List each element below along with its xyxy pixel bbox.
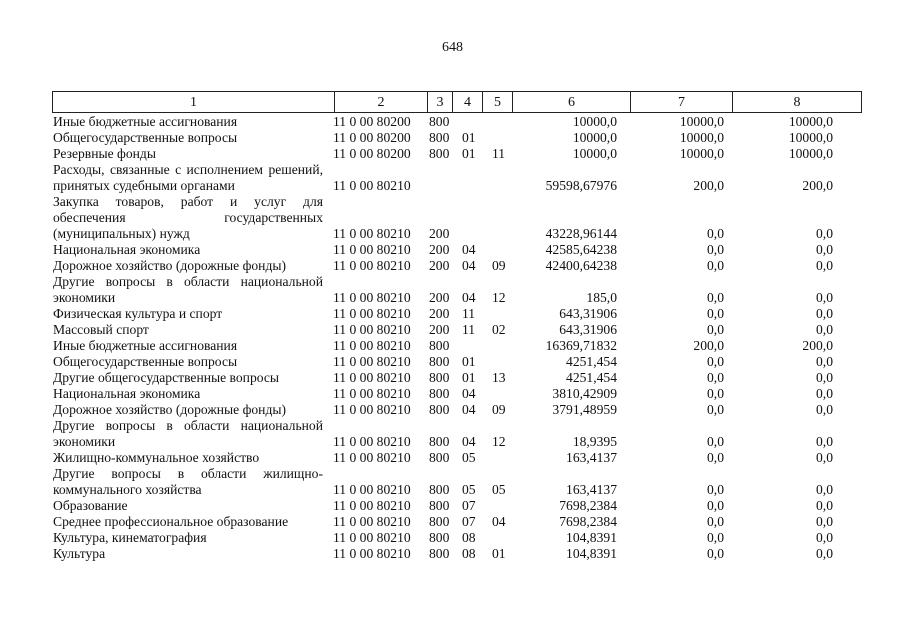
amount-col-6: 163,4137	[566, 450, 617, 465]
header-col-5: 5	[483, 92, 513, 112]
table-row	[0, 242, 905, 258]
target-article-code: 11 0 00 80210	[333, 530, 411, 545]
target-article-code: 11 0 00 80210	[333, 498, 411, 513]
section-code: 05	[462, 482, 476, 497]
table-row	[0, 130, 905, 146]
amount-col-7: 0,0	[707, 306, 724, 321]
section-code: 01	[462, 370, 476, 385]
row-amounts	[0, 370, 905, 386]
expense-type-code: 800	[429, 514, 450, 529]
table-row	[0, 530, 905, 546]
row-name: Дорожное хозяйство (дорожные фонды)	[53, 402, 287, 417]
expense-type-code: 800	[429, 130, 450, 145]
target-article-code: 11 0 00 80210	[333, 258, 411, 273]
target-article-code: 11 0 00 80210	[333, 338, 411, 353]
target-article-code: 11 0 00 80210	[333, 306, 411, 321]
amount-col-6: 16369,71832	[545, 338, 617, 353]
amount-col-8: 0,0	[816, 530, 833, 545]
target-article-code: 11 0 00 80210	[333, 354, 411, 369]
row-amounts	[0, 338, 905, 354]
expense-type-code: 800	[429, 354, 450, 369]
amount-col-7: 0,0	[707, 226, 724, 241]
header-col-1: 1	[53, 92, 335, 112]
row-amounts	[0, 514, 905, 530]
row-name: Другие общегосударственные вопросы	[53, 370, 280, 385]
amount-col-7: 0,0	[707, 242, 724, 257]
subsection-code: 01	[492, 546, 506, 561]
expense-type-code: 200	[429, 290, 450, 305]
header-col-2: 2	[335, 92, 428, 112]
target-article-code: 11 0 00 80210	[333, 386, 411, 401]
expense-type-code: 800	[429, 530, 450, 545]
amount-col-7: 200,0	[693, 338, 724, 353]
section-code: 11	[462, 322, 476, 337]
amount-col-8: 10000,0	[788, 146, 833, 161]
amount-col-8: 10000,0	[788, 130, 833, 145]
row-amounts	[0, 386, 905, 402]
expense-type-code: 800	[429, 370, 450, 385]
section-code: 04	[462, 434, 476, 449]
subsection-code: 04	[492, 514, 506, 529]
amount-col-7: 0,0	[707, 546, 724, 561]
amount-col-8: 10000,0	[788, 114, 833, 129]
row-amounts	[0, 450, 905, 466]
amount-col-7: 0,0	[707, 450, 724, 465]
amount-col-8: 0,0	[816, 258, 833, 273]
target-article-code: 11 0 00 80210	[333, 226, 411, 241]
amount-col-6: 59598,67976	[545, 178, 617, 193]
row-amounts	[0, 546, 905, 562]
amount-col-8: 0,0	[816, 498, 833, 513]
row-name: Национальная экономика	[53, 386, 201, 401]
expense-type-code: 800	[429, 146, 450, 161]
target-article-code: 11 0 00 80210	[333, 322, 411, 337]
target-article-code: 11 0 00 80210	[333, 402, 411, 417]
section-code: 08	[462, 530, 476, 545]
amount-col-6: 43228,96144	[545, 226, 617, 241]
amount-col-6: 7698,2384	[559, 498, 617, 513]
row-amounts	[0, 114, 905, 130]
expense-type-code: 800	[429, 482, 450, 497]
row-name: Жилищно-коммунальное хозяйство	[53, 450, 260, 465]
row-name: Общегосударственные вопросы	[53, 354, 238, 369]
row-amounts	[0, 434, 905, 450]
target-article-code: 11 0 00 80210	[333, 370, 411, 385]
row-amounts	[0, 290, 905, 306]
expense-type-code: 800	[429, 402, 450, 417]
header-col-3: 3	[428, 92, 453, 112]
amount-col-6: 42585,64238	[545, 242, 617, 257]
target-article-code: 11 0 00 80210	[333, 482, 411, 497]
header-col-7: 7	[631, 92, 733, 112]
amount-col-6: 104,8391	[566, 546, 617, 561]
row-amounts	[0, 242, 905, 258]
amount-col-8: 0,0	[816, 370, 833, 385]
row-name: Среднее профессиональное образование	[53, 514, 289, 529]
table-row	[0, 162, 905, 194]
amount-col-8: 0,0	[816, 242, 833, 257]
table-row	[0, 338, 905, 354]
amount-col-7: 0,0	[707, 386, 724, 401]
expense-type-code: 800	[429, 498, 450, 513]
amount-col-8: 0,0	[816, 386, 833, 401]
amount-col-8: 0,0	[816, 402, 833, 417]
expense-type-code: 800	[429, 386, 450, 401]
amount-col-7: 10000,0	[679, 146, 724, 161]
section-code: 01	[462, 354, 476, 369]
expense-type-code: 200	[429, 242, 450, 257]
amount-col-8: 0,0	[816, 482, 833, 497]
table-row	[0, 274, 905, 306]
subsection-code: 05	[492, 482, 506, 497]
target-article-code: 11 0 00 80210	[333, 450, 411, 465]
expense-type-code: 800	[429, 114, 450, 129]
target-article-code: 11 0 00 80200	[333, 130, 411, 145]
amount-col-6: 10000,0	[572, 114, 617, 129]
subsection-code: 13	[492, 370, 506, 385]
section-code: 04	[462, 258, 476, 273]
amount-col-7: 0,0	[707, 322, 724, 337]
target-article-code: 11 0 00 80210	[333, 178, 411, 193]
amount-col-8: 0,0	[816, 450, 833, 465]
header-col-4: 4	[453, 92, 483, 112]
amount-col-7: 0,0	[707, 434, 724, 449]
amount-col-7: 0,0	[707, 514, 724, 529]
target-article-code: 11 0 00 80200	[333, 146, 411, 161]
subsection-code: 09	[492, 402, 506, 417]
table-body	[0, 114, 905, 562]
section-code: 01	[462, 130, 476, 145]
amount-col-7: 0,0	[707, 290, 724, 305]
header-col-6: 6	[513, 92, 631, 112]
expense-type-code: 800	[429, 450, 450, 465]
row-amounts	[0, 258, 905, 274]
amount-col-7: 0,0	[707, 258, 724, 273]
table-row	[0, 370, 905, 386]
amount-col-7: 0,0	[707, 498, 724, 513]
amount-col-8: 0,0	[816, 354, 833, 369]
section-code: 05	[462, 450, 476, 465]
row-amounts	[0, 306, 905, 322]
section-code: 04	[462, 386, 476, 401]
expense-type-code: 800	[429, 338, 450, 353]
section-code: 07	[462, 514, 476, 529]
amount-col-6: 104,8391	[566, 530, 617, 545]
table-row	[0, 322, 905, 338]
section-code: 04	[462, 242, 476, 257]
amount-col-6: 10000,0	[572, 146, 617, 161]
amount-col-7: 10000,0	[679, 130, 724, 145]
row-amounts	[0, 402, 905, 418]
section-code: 08	[462, 546, 476, 561]
subsection-code: 02	[492, 322, 506, 337]
amount-col-7: 10000,0	[679, 114, 724, 129]
amount-col-6: 4251,454	[566, 370, 617, 385]
row-name: Образование	[53, 498, 128, 513]
row-amounts	[0, 354, 905, 370]
row-amounts	[0, 226, 905, 242]
target-article-code: 11 0 00 80210	[333, 546, 411, 561]
table-row	[0, 146, 905, 162]
amount-col-7: 0,0	[707, 482, 724, 497]
target-article-code: 11 0 00 80210	[333, 242, 411, 257]
row-amounts	[0, 322, 905, 338]
row-name: Культура	[53, 546, 106, 561]
amount-col-6: 4251,454	[566, 354, 617, 369]
row-amounts	[0, 482, 905, 498]
target-article-code: 11 0 00 80200	[333, 114, 411, 129]
section-code: 01	[462, 146, 476, 161]
table-row	[0, 354, 905, 370]
amount-col-8: 0,0	[816, 546, 833, 561]
amount-col-8: 0,0	[816, 306, 833, 321]
table-row	[0, 258, 905, 274]
subsection-code: 12	[492, 434, 506, 449]
amount-col-8: 200,0	[802, 178, 833, 193]
table-row	[0, 498, 905, 514]
row-name: Национальная экономика	[53, 242, 201, 257]
amount-col-8: 200,0	[802, 338, 833, 353]
table-row	[0, 418, 905, 450]
amount-col-7: 0,0	[707, 370, 724, 385]
target-article-code: 11 0 00 80210	[333, 514, 411, 529]
row-name: Массовый спорт	[53, 322, 149, 337]
amount-col-6: 185,0	[586, 290, 617, 305]
amount-col-8: 0,0	[816, 514, 833, 529]
page-number: 648	[442, 40, 463, 55]
expense-type-code: 200	[429, 258, 450, 273]
amount-col-7: 0,0	[707, 354, 724, 369]
subsection-code: 09	[492, 258, 506, 273]
amount-col-6: 10000,0	[572, 130, 617, 145]
row-name: Другие вопросы в области жилищно-коммунального хозяйства	[53, 466, 323, 497]
row-name: Общегосударственные вопросы	[53, 130, 238, 145]
row-name: Дорожное хозяйство (дорожные фонды)	[53, 258, 287, 273]
amount-col-8: 0,0	[816, 290, 833, 305]
table-row	[0, 514, 905, 530]
amount-col-7: 0,0	[707, 530, 724, 545]
row-name: Культура, кинематография	[53, 530, 207, 545]
row-amounts	[0, 130, 905, 146]
expense-type-code: 200	[429, 226, 450, 241]
amount-col-6: 643,31906	[559, 322, 617, 337]
amount-col-6: 643,31906	[559, 306, 617, 321]
row-amounts	[0, 498, 905, 514]
table-row	[0, 306, 905, 322]
row-name: Другие вопросы в области национальной экономики	[53, 274, 323, 305]
table-row	[0, 546, 905, 562]
amount-col-6: 3810,42909	[552, 386, 617, 401]
expense-type-code: 800	[429, 434, 450, 449]
row-name: Иные бюджетные ассигнования	[53, 114, 238, 129]
amount-col-6: 163,4137	[566, 482, 617, 497]
table-header	[52, 91, 862, 113]
row-amounts	[0, 178, 905, 194]
section-code: 04	[462, 290, 476, 305]
expense-type-code: 200	[429, 306, 450, 321]
row-name: Физическая культура и спорт	[53, 306, 223, 321]
target-article-code: 11 0 00 80210	[333, 290, 411, 305]
amount-col-6: 3791,48959	[552, 402, 617, 417]
amount-col-6: 18,9395	[572, 434, 617, 449]
row-name: Иные бюджетные ассигнования	[53, 338, 238, 353]
table-row	[0, 402, 905, 418]
target-article-code: 11 0 00 80210	[333, 434, 411, 449]
amount-col-6: 42400,64238	[545, 258, 617, 273]
amount-col-7: 200,0	[693, 178, 724, 193]
header-col-8: 8	[793, 95, 801, 110]
amount-col-6: 7698,2384	[559, 514, 617, 529]
amount-col-7: 0,0	[707, 402, 724, 417]
table-row	[0, 450, 905, 466]
subsection-code: 12	[492, 290, 506, 305]
table-row	[0, 386, 905, 402]
expense-type-code: 800	[429, 546, 450, 561]
amount-col-8: 0,0	[816, 322, 833, 337]
row-name: Закупка товаров, работ и услуг для обеспечения государственных (муниципальных) нужд	[53, 194, 323, 241]
row-name: Расходы, связанные с исполнением решений, принятых судебными органами	[53, 162, 323, 193]
amount-col-8: 0,0	[816, 226, 833, 241]
table-row	[0, 466, 905, 498]
table-row	[0, 114, 905, 130]
section-code: 04	[462, 402, 476, 417]
section-code: 07	[462, 498, 476, 513]
row-name: Другие вопросы в области национальной экономики	[53, 418, 323, 449]
expense-type-code: 200	[429, 322, 450, 337]
row-amounts	[0, 146, 905, 162]
row-amounts	[0, 530, 905, 546]
row-name: Резервные фонды	[53, 146, 156, 161]
table-row	[0, 194, 905, 242]
section-code: 11	[462, 306, 476, 321]
subsection-code: 11	[492, 146, 506, 161]
amount-col-8: 0,0	[816, 434, 833, 449]
